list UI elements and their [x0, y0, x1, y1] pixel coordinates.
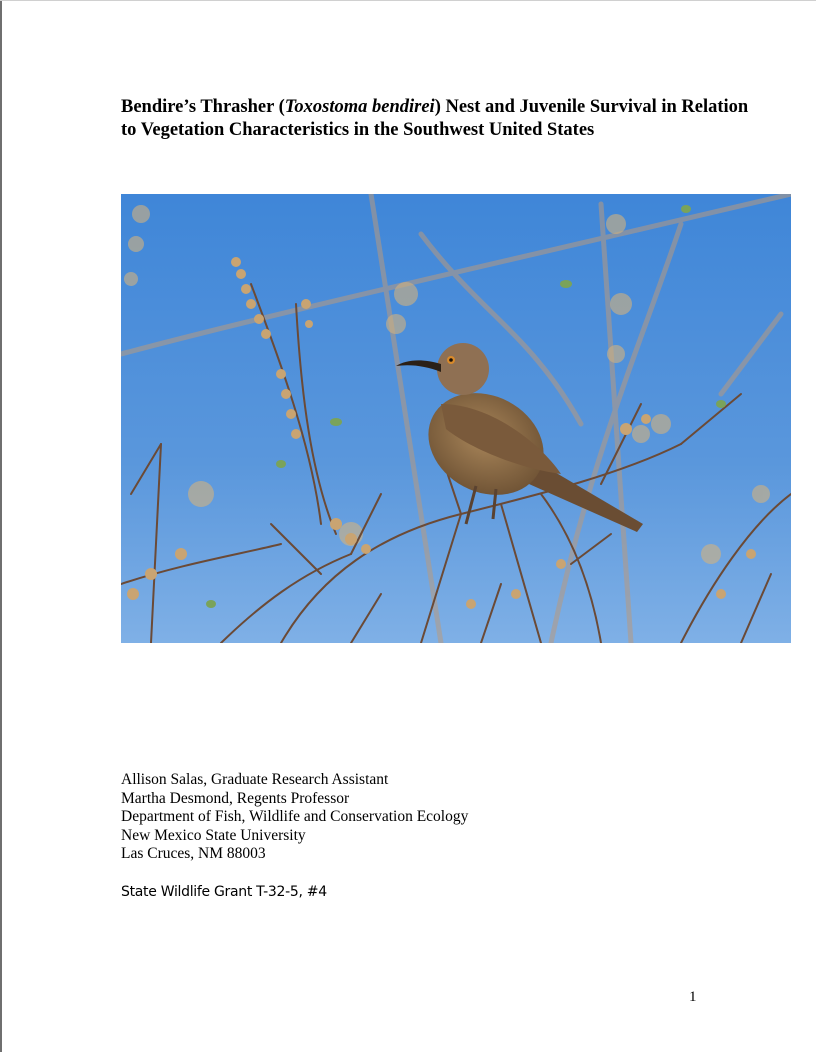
page-left-edge	[0, 0, 2, 1052]
address-line: Las Cruces, NM 88003	[121, 845, 266, 863]
author-line: Allison Salas, Graduate Research Assistant	[121, 771, 389, 788]
university-line: New Mexico State University	[121, 826, 306, 844]
page-top-edge	[0, 0, 816, 1]
department-line: Department of Fish, Wildlife and Conservation Ecology	[121, 808, 469, 826]
author-block	[121, 771, 468, 864]
title-part-2: ) Nest and Juvenile Survival in Relation to Vegetation Characteristics in the Southwest United States	[121, 97, 749, 140]
title-species-name: Toxostoma bendirei	[284, 97, 435, 117]
author-line: Martha Desmond, Regents Professor	[121, 789, 350, 807]
grant-info: State Wildlife Grant T-32-5, #4	[121, 884, 327, 900]
title-part-1: Bendire’s Thrasher (	[121, 97, 285, 117]
page-number: 1	[689, 989, 697, 1005]
cover-photo-bird	[121, 194, 791, 643]
document-title	[121, 96, 761, 142]
